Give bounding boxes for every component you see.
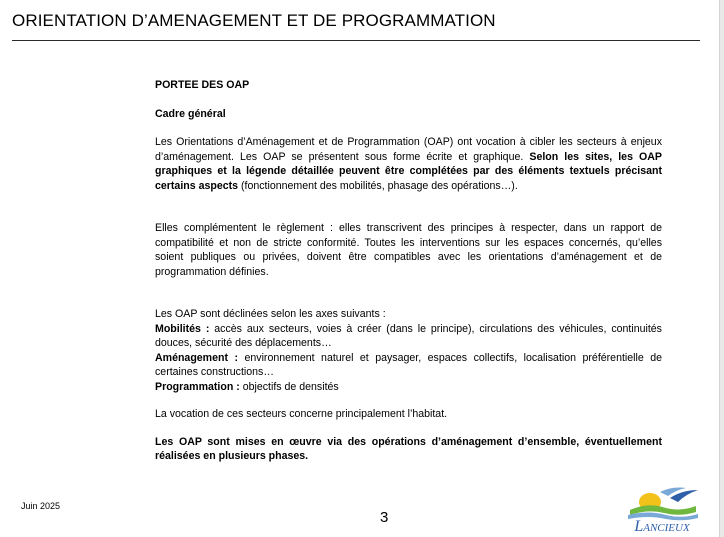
axis-text: accès aux secteurs, voies à créer (dans le principe), circulations des véhicules, continuités douces, sécurité des déplacements… xyxy=(155,322,662,349)
subheading: Cadre général xyxy=(155,107,226,120)
logo-text: LANCIEUX xyxy=(634,518,690,534)
axis-label: Mobilités : xyxy=(155,322,210,335)
axis-text: objectifs de densités xyxy=(239,380,339,393)
paragraph-intro xyxy=(155,135,662,193)
lancieux-logo xyxy=(620,484,704,534)
conclusion-statement: Les OAP sont mises en œuvre via des opérations d’aménagement d’ensemble, éventuellement réalisées en plusieurs phases. xyxy=(155,435,662,462)
page-number: 3 xyxy=(380,509,389,526)
intro-text: Les Orientations d’Aménagement et de Programmation (OAP) ont vocation à cibler les secteurs à enjeux d’aménagement. Les OAP se présentent sous forme écrite et graphique. xyxy=(155,136,662,163)
axis-label: Programmation : xyxy=(155,380,240,393)
footer-date: Juin 2025 xyxy=(21,501,61,511)
intro-emphasis: Selon les sites, les OAP graphiques et la légende détaillée peuvent être complétées par des éléments textuels précisant certains aspects xyxy=(155,150,662,192)
vocation-statement: La vocation de ces secteurs concerne principalement l’habitat. xyxy=(155,408,448,420)
page-title: ORIENTATION D’AMENAGEMENT ET DE PROGRAMMATION xyxy=(12,11,496,30)
axis-item-programmation xyxy=(155,380,662,395)
axis-item-amenagement xyxy=(155,351,662,380)
page-edge xyxy=(719,0,724,537)
axis-label: Aménagement : xyxy=(155,351,239,364)
intro-text-end: (fonctionnement des mobilités, phasage des opérations…). xyxy=(238,179,518,192)
section-heading: PORTEE DES OAP xyxy=(155,79,250,91)
document-body xyxy=(155,78,662,464)
axis-item-mobilites xyxy=(155,322,662,351)
axes-intro: Les OAP sont déclinées selon les axes suivants : xyxy=(155,308,386,320)
header-divider xyxy=(12,40,700,41)
axis-text: environnement naturel et paysager, espaces collectifs, localisation préférentielle de certaines constructions… xyxy=(155,351,663,378)
paragraph-reglement: Elles complémentent le règlement : elles transcrivent des principes à respecter, dans un rapport de compatibilité et non de stricte conformité. Toutes les interventions sur les espaces concernés, qu’elles soient publiques ou privées, doivent être compatibles avec les orientations d’aménagement et de programmation définies. xyxy=(155,222,662,278)
